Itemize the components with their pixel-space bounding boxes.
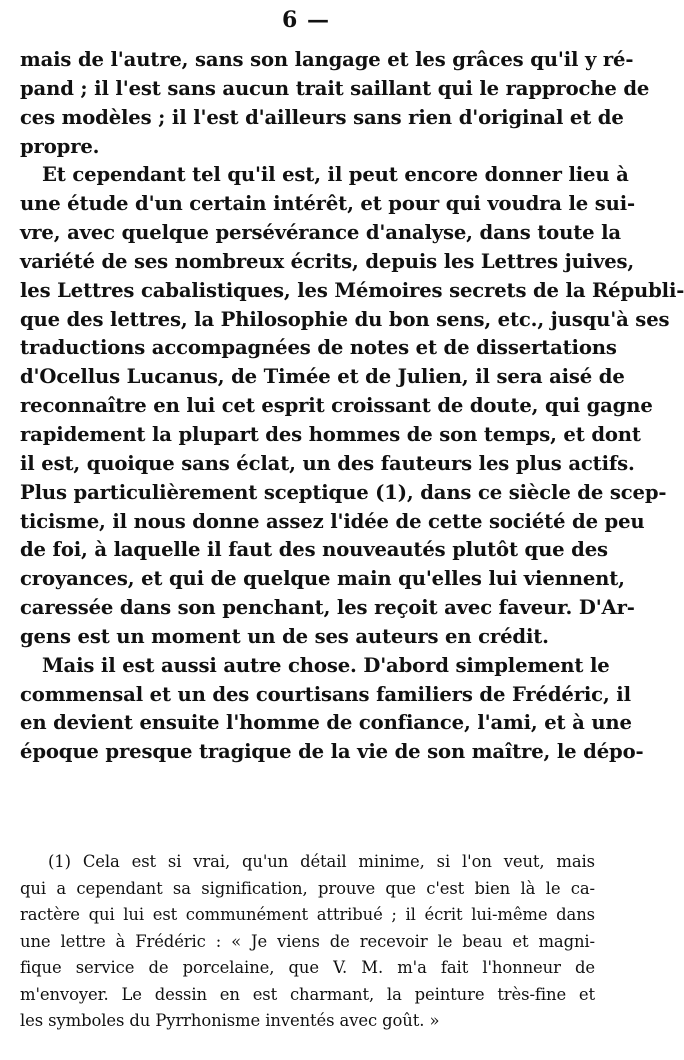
body-line: commensal et un des courtisans familiers de Frédéric, il	[20, 682, 631, 706]
body-line: Plus particulièrement sceptique (1), dans ce siècle de scep-	[20, 480, 667, 504]
body-line: d'Ocellus Lucanus, de Timée et de Julien, il sera aisé de	[20, 365, 625, 389]
footnote-line: m'envoyer. Le dessin en est charmant, la peinture très-fine et	[20, 984, 595, 1004]
footnote-line: fique service de porcelaine, que V. M. m'a fait l'honneur de	[20, 958, 595, 977]
body-line: Et cependant tel qu'il est, il peut encore donner lieu à	[42, 163, 629, 187]
body-line: caressée dans son penchant, les reçoit avec faveur. D'Ar-	[20, 596, 635, 620]
footnote-line: une lettre à Frédéric : « Je viens de recevoir le beau et magni-	[20, 931, 595, 951]
footnote-line: les symboles du Pyrrhonisme inventés avec goût. »	[20, 1011, 440, 1030]
body-line: ces modèles ; il l'est d'ailleurs sans rien d'original et de	[20, 105, 624, 129]
body-line: gens est un moment un de ses auteurs en crédit.	[20, 624, 549, 648]
body-line: Mais il est aussi autre chose. D'abord simplement le	[42, 653, 610, 677]
body-line: les Lettres cabalistiques, les Mémoires secrets de la Républi-	[20, 278, 684, 302]
footnote-line: ractère qui lui est communément attribué ; il écrit lui-même dans	[20, 905, 595, 924]
body-line: de foi, à laquelle il faut des nouveautés plutôt que des	[20, 538, 608, 562]
body-line: vre, avec quelque persévérance d'analyse, dans toute la	[20, 221, 621, 245]
footnote-line: qui a cependant sa signification, prouve que c'est bien là le ca-	[20, 878, 595, 898]
body-line: reconnaître en lui cet esprit croissant de doute, qui gagne	[20, 394, 653, 418]
body-line: mais de l'autre, sans son langage et les grâces qu'il y ré-	[20, 48, 634, 71]
body-line: il est, quoique sans éclat, un des fauteurs les plus actifs.	[20, 451, 635, 475]
body-line: variété de ses nombreux écrits, depuis les Lettres juives,	[20, 249, 635, 273]
body-line: croyances, et qui de quelque main qu'elles lui viennent,	[20, 567, 625, 591]
body-line: propre.	[20, 134, 100, 158]
footnote	[20, 849, 595, 1035]
body-line: rapidement la plupart des hommes de son temps, et dont	[20, 422, 641, 446]
footnote-line: (1) Cela est si vrai, qu'un détail minime, si l'on veut, mais	[48, 852, 595, 871]
body-line: ticisme, il nous donne assez l'idée de cette société de peu	[20, 509, 645, 533]
body-line: pand ; il l'est sans aucun trait saillant qui le rapproche de	[20, 76, 650, 100]
body-line: traductions accompagnées de notes et de dissertations	[20, 336, 617, 360]
body-text	[20, 46, 684, 767]
body-line: que des lettres, la Philosophie du bon sens, etc., jusqu'à ses	[20, 307, 670, 331]
body-line: une étude d'un certain intérêt, et pour qui voudra le sui-	[20, 192, 636, 216]
body-line: en devient ensuite l'homme de confiance, l'ami, et à une	[20, 711, 632, 735]
page-number: 6 —	[282, 7, 330, 33]
body-line: époque presque tragique de la vie de son maître, le dépo-	[20, 740, 644, 764]
